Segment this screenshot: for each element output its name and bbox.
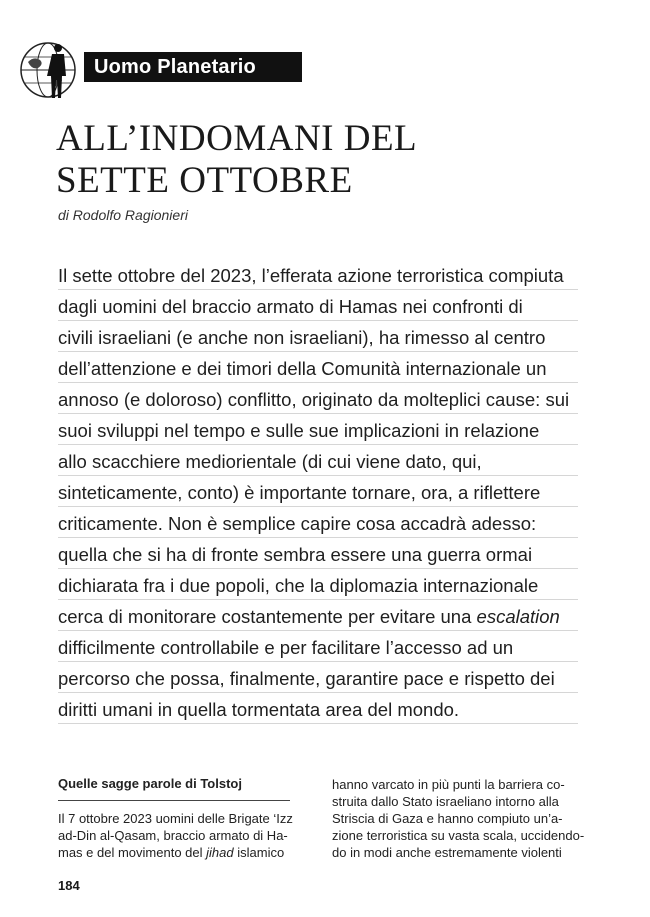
lead-line: dell’attenzione e dei timori della Comunità internazionale un (58, 353, 578, 384)
body-line: Il 7 ottobre 2023 uomini delle Brigate ‘Izz (58, 811, 293, 826)
article-title-line: SETTE OTTOBRE (56, 160, 353, 201)
article-lead (58, 260, 578, 725)
lead-line: criticamente. Non è semplice capire cosa accadrà adesso: (58, 508, 578, 539)
lead-line: allo scacchiere mediorientale (di cui viene dato, qui, (58, 446, 578, 477)
lead-line: dichiarata fra i due popoli, che la diplomazia internazionale (58, 570, 578, 601)
lead-line: sinteticamente, conto) è importante tornare, ora, a riflettere (58, 477, 578, 508)
body-column-left (58, 776, 293, 861)
body-line: zione terroristica su vasta scala, uccidendo- (332, 828, 585, 843)
lead-line: percorso che possa, finalmente, garantire pace e rispetto dei (58, 663, 578, 694)
lead-line: annoso (e doloroso) conflitto, originato da molteplici cause: sui (58, 384, 578, 415)
article-title (56, 118, 556, 202)
page-number: 184 (58, 878, 80, 893)
body-line: mas e del movimento del jihad islamico (58, 845, 285, 860)
lead-line: diritti umani in quella tormentata area del mondo. (58, 694, 578, 725)
lead-line: suoi sviluppi nel tempo e sulle sue implicazioni in relazione (58, 415, 578, 446)
lead-line: cerca di monitorare costantemente per evitare una escalation (58, 601, 578, 632)
body-line: struita dallo Stato israeliano intorno alla (332, 794, 559, 809)
section-rubric (18, 38, 308, 102)
article-title-line: ALL’INDOMANI DEL (56, 118, 418, 159)
body-column-right (332, 776, 594, 861)
subhead-rule (58, 800, 290, 801)
lead-line: dagli uomini del braccio armato di Hamas nei confronti di (58, 291, 578, 322)
body-line: do in modi anche estremamente violenti (332, 845, 562, 860)
lead-line: civili israeliani (e anche non israeliani), ha rimesso al centro (58, 322, 578, 353)
section-subhead: Quelle sagge parole di Tolstoj (58, 776, 242, 791)
rubric-label: Uomo Planetario (84, 52, 302, 82)
globe-figure-icon (18, 38, 80, 102)
lead-line: quella che si ha di fronte sembra essere una guerra ormai (58, 539, 578, 570)
body-line: hanno varcato in più punti la barriera co- (332, 777, 565, 792)
body-line: Striscia di Gaza e hanno compiuto un’a- (332, 811, 563, 826)
article-author: di Rodolfo Ragionieri (58, 207, 188, 223)
body-line: ad-Din al-Qasam, braccio armato di Ha- (58, 828, 288, 843)
italic-term: escalation (476, 606, 560, 627)
italic-term: jihad (206, 845, 234, 860)
lead-line: Il sette ottobre del 2023, l’efferata azione terroristica compiuta (58, 260, 578, 291)
lead-line: difficilmente controllabile e per facilitare l’accesso ad un (58, 632, 578, 663)
